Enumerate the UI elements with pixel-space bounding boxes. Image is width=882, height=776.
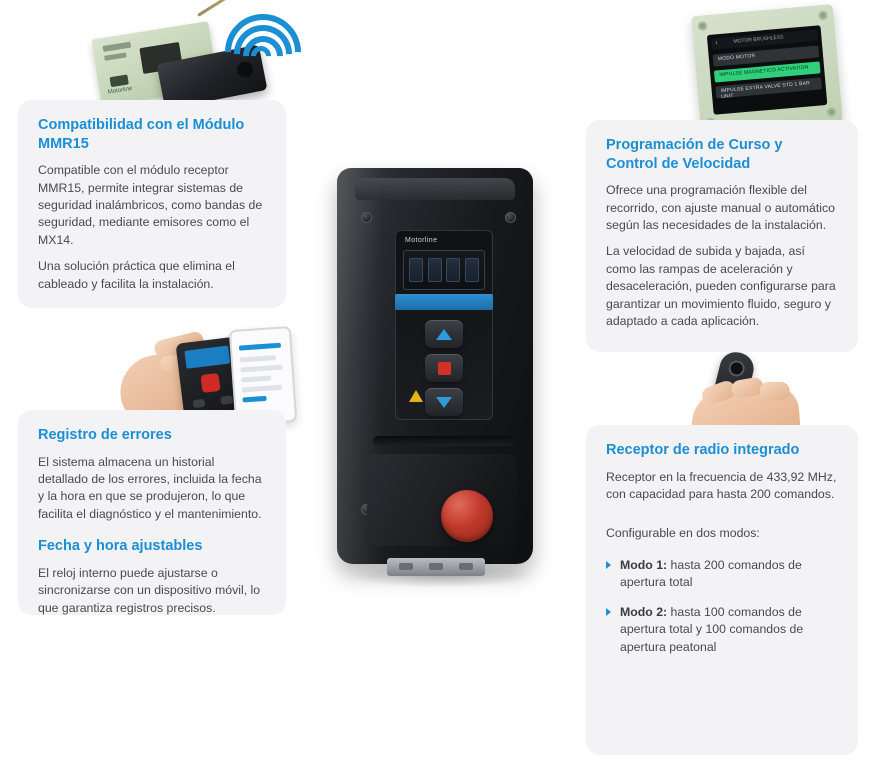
- base-slot: [429, 563, 443, 570]
- display-module-photo: [690, 2, 846, 138]
- wireless-signal-icon: [221, 12, 291, 70]
- card-registro-title: Registro de errores: [38, 427, 172, 443]
- display-board: [691, 4, 843, 134]
- housing-screw: [361, 212, 372, 223]
- control-panel: [395, 230, 493, 420]
- down-button[interactable]: [425, 388, 463, 416]
- card-curso-paragraph-1: Ofrece una programación flexible del recorrido, con ajuste manual o automático según las necesidades de la instalación.: [606, 183, 835, 232]
- control-unit-housing: [337, 168, 533, 564]
- card-receptor-paragraph: Receptor en la frecuencia de 433,92 MHz, con capacidad para hasta 200 comandos.: [606, 469, 837, 501]
- base-slot: [459, 563, 473, 570]
- card-receptor-title: Receptor de radio integrado: [606, 442, 800, 458]
- phone-content-line: [241, 375, 271, 382]
- hand-with-devices-photo: [120, 328, 300, 422]
- phone-content-line: [242, 385, 282, 393]
- display-title-text: MOTOR BRUSHLESS: [733, 34, 784, 45]
- programmer-stop-button: [200, 373, 220, 393]
- mode-text: hasta 200 comandos de apertura total: [620, 557, 802, 590]
- card-curso-title: Programación de Curso y Control de Velocidad: [606, 137, 783, 172]
- display-screen: [707, 25, 828, 115]
- chevron-right-icon: [606, 561, 611, 569]
- programmer-button: [192, 399, 205, 408]
- lcd-segment: [409, 258, 423, 282]
- receptor-modes-list: [606, 557, 838, 656]
- list-item: [606, 604, 838, 656]
- card-registro-subtitle: Fecha y hora ajustables: [38, 538, 203, 555]
- housing-groove: [373, 436, 513, 446]
- finger: [760, 382, 790, 400]
- chevron-right-icon: [606, 608, 611, 616]
- control-unit-photo: [325, 160, 557, 608]
- mount-hole: [818, 11, 828, 21]
- mode-label: Modo 2:: [620, 604, 668, 619]
- card-receptor-radio: [586, 425, 858, 755]
- card-curso-paragraph-2: La velocidad de subida y bajada, así como las rampas de aceleración y desaceleración, pueden configurarse para garantizar un movimiento fluido, seguro y adaptado a cada aplicación.: [606, 244, 836, 329]
- mount-hole: [827, 107, 837, 117]
- stop-button[interactable]: [425, 354, 463, 382]
- base-slot: [399, 563, 413, 570]
- phone-content-line: [240, 365, 282, 373]
- panel-blue-strip: [395, 294, 493, 310]
- lcd-segment: [446, 258, 460, 282]
- board-pad: [103, 42, 132, 52]
- board-pad: [104, 52, 127, 60]
- mount-hole: [698, 21, 708, 31]
- mode-text: hasta 100 comandos de apertura total y 100 comandos de apertura peatonal: [620, 604, 804, 654]
- card-registro-errores: [18, 410, 286, 615]
- card-mmr15-title: Compatibilidad con el Módulo MMR15: [38, 117, 245, 152]
- phone-content-line: [240, 355, 276, 362]
- mounting-base-plate: [387, 558, 485, 576]
- phone-content-line: [242, 396, 266, 403]
- display-menu-row-label: MODO MOTOR: [717, 52, 756, 63]
- lcd-segment: [465, 258, 479, 282]
- warning-triangle-icon: [409, 390, 423, 402]
- card-mmr15: [18, 100, 286, 308]
- product-brand-label: Motorline: [405, 237, 438, 244]
- triangle-down-icon: [436, 397, 452, 408]
- emergency-stop-button[interactable]: [441, 490, 493, 542]
- board-brand-label: Motorline: [107, 85, 133, 96]
- housing-top-bevel: [355, 178, 515, 200]
- lcd-segment: [428, 258, 442, 282]
- card-receptor-modes-intro: Configurable en dos modos:: [606, 526, 760, 541]
- lcd-display: [403, 250, 485, 290]
- card-registro-sub-paragraph: El reloj interno puede ajustarse o sincronizarse con un dispositivo móvil, lo que garantiza registros precisos.: [38, 565, 261, 615]
- card-curso-velocidad: [586, 120, 858, 352]
- board-chip: [110, 74, 129, 87]
- mode-label: Modo 1:: [620, 557, 668, 572]
- housing-screw: [505, 212, 516, 223]
- housing-lower-face: [367, 454, 517, 546]
- square-stop-icon: [438, 362, 451, 375]
- list-item: [606, 557, 838, 592]
- programmer-button: [220, 395, 233, 404]
- remote-button: [727, 359, 746, 378]
- triangle-up-icon: [436, 329, 452, 340]
- programmer-screen: [184, 346, 230, 369]
- mmr15-module-photo: [86, 8, 296, 114]
- up-button[interactable]: [425, 320, 463, 348]
- display-menu-row-label: IMPULSE EXTRA VALVE STD 1 BAR UNIT: [720, 80, 811, 101]
- phone-content-line: [239, 343, 281, 351]
- back-chevron-icon: ‹: [715, 40, 718, 47]
- card-registro-paragraph: El sistema almacena un historial detallado de los errores, incluida la fecha y la hora en que se produjeron, lo que facilita el diagnóstico y el mantenimiento.: [38, 454, 262, 521]
- card-mmr15-paragraph-1: Compatible con el módulo receptor MMR15, permite integrar sistemas de seguridad inalámbricos, como bandas de seguridad, mediante emisores como el MX14.: [38, 163, 263, 247]
- display-menu-row-label: IMPULSE MAGNETICO ACTIVATION: [719, 64, 809, 79]
- card-mmr15-paragraph-2: Una solución práctica que elimina el cableado y facilita la instalación.: [38, 259, 235, 291]
